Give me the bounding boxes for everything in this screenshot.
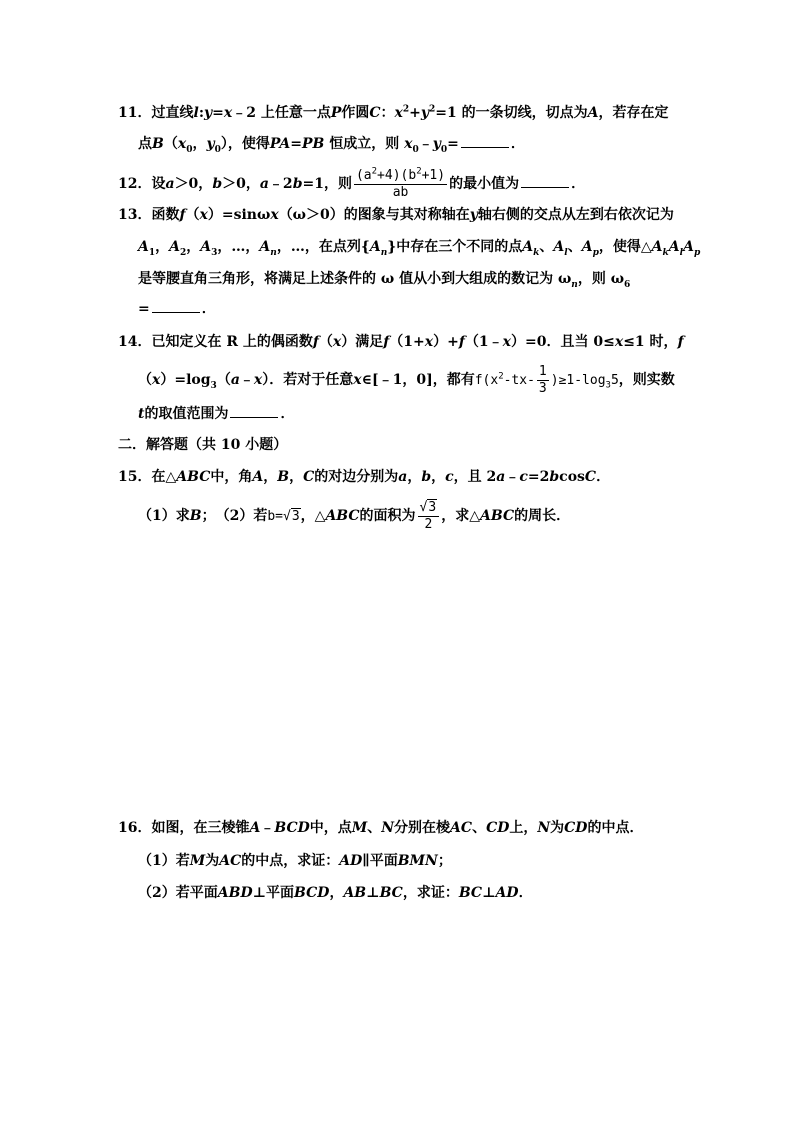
q15-line2: （1）求B； （2）若b=√3，△ABC的面积为 $\frac{√3}{2}$ ，求△ABC的周长． [138,499,571,532]
inequality-expression: $f(x^2-tx-$ $\frac{1}{3}$ )$\ge 1-\log_35$ [474,364,619,396]
answer-blank [152,312,200,313]
answer-blank [230,417,278,418]
question-number: 13． [118,207,152,223]
question-number: 14． [118,334,152,350]
q14-line2: $(x)=\log_3(a﹣x)$．若对于任意x∈[﹣1，0]，都有$f(x^2-tx-$ $\frac{1}{3}$ )$\ge 1-\log_35$，则实数 [138,364,675,396]
fraction-expression: $\frac{(a^2+4)(b^2+1)}{ab}$ [355,166,446,200]
q11-line1: 11．过直线l:y=x﹣2 上任意一点P作圆C：$x^2+y^2=1$ 的一条切线，切点为A，若存在定 [118,104,669,121]
q16-line1: 16．如图，在三棱锥A﹣BCD中，点M、N分别在棱AC、CD上，N为CD的中点． [118,820,644,836]
sqrt-expression: b=√3 [267,509,300,524]
q13-line1: 13．函数f（x）=sinωx（ω＞0）的图象与其对称轴在y轴右侧的交点从左到右依次记为 [118,207,674,223]
answer-blank [521,187,569,188]
question-number: 12． [118,176,152,192]
q14-line3: t的取值范围为 ． [138,406,295,422]
q16-line2: （1）若M为AC的中点，求证：AD∥平面BMN； [138,853,452,869]
q13-line4: = ． [138,301,216,317]
question-number: 11． [118,105,152,121]
q13-line3: 是等腰直角三角形，将满足上述条件的 ω 值从小到大组成的数记为 $\omega_n$，则 $\omega_6$ [138,271,631,290]
q15-line1: 15．在△ABC中，角A，B，C的对边分别为a，b，c，且 2a﹣c=2bcosC． [118,469,611,485]
q12-line: 12．设a＞0，b＞0，a﹣2b=1，则 $\frac{(a^2+4)(b^2+1)}{ab}$ 的最小值为 ． [118,166,586,200]
q13-line2: $A_1$，$A_2$，$A_3$，…，$A_n$，…，在点列$\{A_n\}$中存在三个不同的点$A_k$、$A_l$、$A_p$，使得$\triangle A_kA_lA_p$ [138,239,701,258]
question-number: 15． [118,469,152,485]
q11-line2: 点$B(x_0$，$y_0$），使得PA=PB 恒成立，则 $x_0﹣y_0=$ ． [138,136,525,155]
section-heading: 二．解答题（共 10 小题） [118,437,288,453]
q16-line3: （2）若平面ABD⊥平面BCD，AB⊥BC，求证：BC⊥AD． [138,885,533,901]
q14-line1: 14．已知定义在 R 上的偶函数f（x）满足f（1+x）+f（1﹣x）=0．且当 0≤x≤1 时，f [118,334,684,350]
fraction-expression: $\frac{√3}{2}$ [418,500,440,533]
question-number: 16． [118,820,152,836]
answer-blank [461,147,509,148]
